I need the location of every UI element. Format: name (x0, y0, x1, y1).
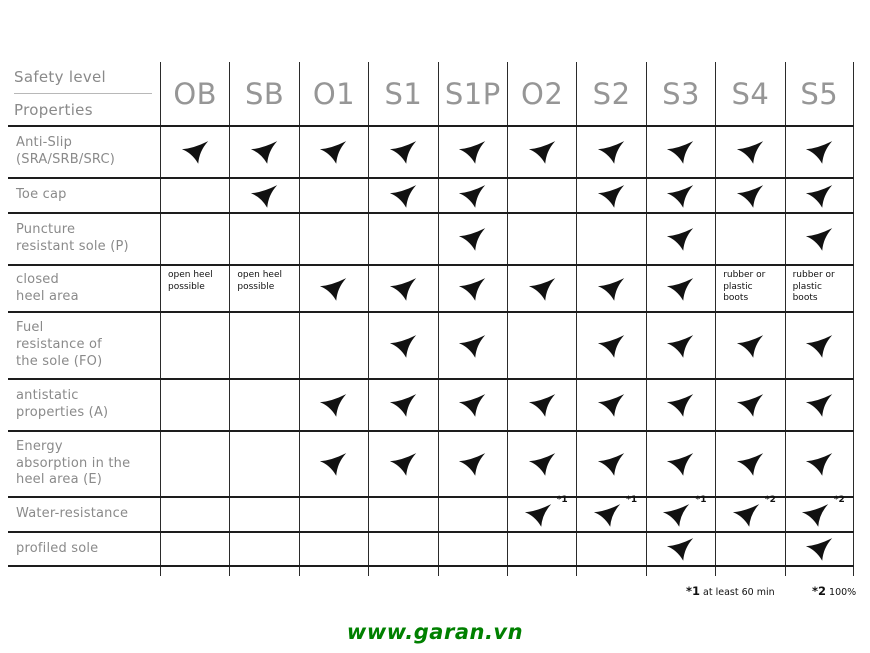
column-header-s2: S2 (576, 62, 645, 125)
cell-o2 (507, 214, 576, 264)
cell-sb (229, 313, 298, 378)
cell-s1p (438, 498, 507, 531)
cell-s4 (715, 214, 784, 264)
cell-o1 (299, 432, 368, 496)
check-icon (250, 183, 279, 209)
cell-o1 (299, 179, 368, 212)
check-icon (801, 494, 845, 528)
cell-sb (229, 498, 298, 531)
cell-s1p (438, 127, 507, 177)
cell-o1 (299, 313, 368, 378)
cell-s5 (785, 380, 854, 430)
table-body (8, 125, 854, 567)
check-icon (597, 139, 626, 165)
check-icon (805, 226, 834, 252)
cell-ob (160, 214, 229, 264)
footnote-2 (812, 584, 856, 598)
check-icon (319, 392, 348, 418)
column-header-sb: SB (229, 62, 298, 125)
cell-s4 (715, 313, 784, 378)
table-row (8, 430, 854, 496)
cell-s5 (785, 313, 854, 378)
row-label: Puncture resistant sole (P) (16, 222, 129, 254)
column-header-o1: O1 (299, 62, 368, 125)
check-icon (666, 451, 695, 477)
check-icon (528, 392, 557, 418)
cell-sb (229, 214, 298, 264)
check-icon (736, 392, 765, 418)
check-icon (662, 494, 707, 528)
check-note-marker: *1 (626, 494, 638, 505)
cell-s4 (715, 533, 784, 565)
cell-s3 (646, 380, 715, 430)
cell-s2 (576, 432, 645, 496)
table-row (8, 496, 854, 531)
check-icon (319, 276, 348, 302)
cell-ob (160, 266, 229, 311)
cell-o2 (507, 494, 576, 531)
cell-s1 (368, 266, 437, 311)
cell-s3 (646, 313, 715, 378)
cell-o2 (507, 179, 576, 212)
check-icon (524, 494, 568, 528)
check-icon (666, 139, 695, 165)
row-label: antistatic properties (A) (16, 388, 109, 420)
check-icon (736, 139, 765, 165)
cell-s1 (368, 380, 437, 430)
footnote-1-marker: *1 (686, 584, 701, 598)
cell-s1p (438, 380, 507, 430)
bottom-line-stubs (8, 567, 854, 576)
cell-o1 (299, 380, 368, 430)
column-header-ob: OB (160, 62, 229, 125)
cell-o1 (299, 498, 368, 531)
check-icon (805, 392, 834, 418)
corner-divider-line (14, 93, 152, 94)
cell-s3 (646, 266, 715, 311)
cell-s3 (646, 494, 715, 531)
cell-o2 (507, 266, 576, 311)
footnote-2-marker: *2 (812, 584, 827, 598)
cell-sb (229, 432, 298, 496)
check-icon (666, 392, 695, 418)
cell-ob (160, 432, 229, 496)
cell-s4 (715, 432, 784, 496)
cell-s1p (438, 266, 507, 311)
check-icon (528, 139, 557, 165)
cell-s3 (646, 127, 715, 177)
column-header-s1: S1 (368, 62, 437, 125)
cell-o2 (507, 380, 576, 430)
cell-s1 (368, 127, 437, 177)
cell-s1 (368, 214, 437, 264)
cell-s2 (576, 533, 645, 565)
cell-s5 (785, 179, 854, 212)
cell-s1 (368, 533, 437, 565)
check-icon (319, 139, 348, 165)
cell-text: open heel possible (237, 270, 282, 292)
cell-s1 (368, 432, 437, 496)
check-icon (389, 183, 418, 209)
cell-o2 (507, 533, 576, 565)
check-icon (597, 183, 626, 209)
column-header-s5: S5 (785, 62, 854, 125)
check-icon (597, 276, 626, 302)
cell-s1p (438, 313, 507, 378)
check-note-marker: *2 (764, 494, 776, 505)
cell-s2 (576, 214, 645, 264)
cell-s2 (576, 494, 645, 531)
site-logo: www.garan.vn (346, 620, 524, 644)
cell-text: open heel possible (168, 270, 213, 292)
check-icon (389, 333, 418, 359)
check-icon (593, 494, 638, 528)
cell-text: rubber or plastic boots (792, 270, 835, 304)
cell-s1p (438, 179, 507, 212)
cell-s1p (438, 432, 507, 496)
check-icon (805, 333, 834, 359)
check-icon (666, 536, 695, 562)
cell-s5 (785, 214, 854, 264)
table-row (8, 212, 854, 264)
row-label: Water-resistance (16, 506, 129, 522)
check-icon (528, 451, 557, 477)
cell-s5 (785, 127, 854, 177)
check-icon (528, 276, 557, 302)
cell-s3 (646, 214, 715, 264)
cell-s1 (368, 179, 437, 212)
table-row (8, 264, 854, 311)
check-icon (805, 183, 834, 209)
footnote-1-text: at least 60 min (703, 587, 775, 598)
cell-s2 (576, 179, 645, 212)
check-note-marker: *2 (833, 494, 845, 505)
check-note-marker: *1 (695, 494, 707, 505)
check-note-marker: *1 (556, 494, 568, 505)
check-icon (736, 183, 765, 209)
check-icon (319, 451, 348, 477)
cell-s2 (576, 313, 645, 378)
table-row (8, 177, 854, 212)
cell-sb (229, 127, 298, 177)
check-icon (597, 451, 626, 477)
cell-s4 (715, 127, 784, 177)
check-icon (666, 226, 695, 252)
cell-sb (229, 533, 298, 565)
cell-s2 (576, 380, 645, 430)
cell-o2 (507, 313, 576, 378)
footnote-1 (686, 584, 775, 598)
cell-s4 (715, 179, 784, 212)
check-icon (458, 276, 487, 302)
cell-s5 (785, 432, 854, 496)
cell-s3 (646, 533, 715, 565)
check-icon (736, 451, 765, 477)
cell-ob (160, 533, 229, 565)
check-icon (736, 333, 765, 359)
check-icon (458, 183, 487, 209)
cell-o1 (299, 127, 368, 177)
check-icon (666, 183, 695, 209)
safety-level-label: Safety level (14, 68, 107, 86)
check-icon (458, 226, 487, 252)
row-label: profiled sole (16, 540, 99, 556)
cell-o2 (507, 127, 576, 177)
cell-ob (160, 127, 229, 177)
row-label: Fuel resistance of the sole (FO) (16, 320, 103, 369)
check-icon (597, 392, 626, 418)
row-label: closed heel area (16, 271, 79, 304)
cell-s1 (368, 313, 437, 378)
cell-s5 (785, 533, 854, 565)
check-icon (458, 451, 487, 477)
cell-ob (160, 179, 229, 212)
column-header-s3: S3 (646, 62, 715, 125)
table-row (8, 531, 854, 567)
check-icon (805, 139, 834, 165)
cell-o2 (507, 432, 576, 496)
cell-s4 (715, 494, 784, 531)
cell-ob (160, 498, 229, 531)
check-icon (250, 139, 279, 165)
cell-ob (160, 380, 229, 430)
cell-s2 (576, 266, 645, 311)
table-row (8, 378, 854, 430)
table-row (8, 125, 854, 177)
cell-s4 (715, 380, 784, 430)
safety-classes-table (8, 62, 854, 576)
row-label: Toe cap (16, 187, 67, 203)
cell-s1p (438, 533, 507, 565)
cell-o1 (299, 214, 368, 264)
check-icon (597, 333, 626, 359)
cell-s5 (785, 266, 854, 311)
cell-sb (229, 179, 298, 212)
check-icon (389, 392, 418, 418)
table-header-row (8, 62, 854, 125)
cell-s3 (646, 179, 715, 212)
cell-s1p (438, 214, 507, 264)
check-icon (389, 451, 418, 477)
check-icon (458, 333, 487, 359)
check-icon (732, 494, 776, 528)
column-header-s4: S4 (715, 62, 784, 125)
cell-s3 (646, 432, 715, 496)
cell-s5 (785, 494, 854, 531)
cell-s2 (576, 127, 645, 177)
column-header-o2: O2 (507, 62, 576, 125)
properties-label: Properties (14, 101, 93, 119)
row-label: Anti-Slip (SRA/SRB/SRC) (16, 135, 116, 167)
cell-text: rubber or plastic boots (723, 270, 766, 304)
check-icon (666, 333, 695, 359)
row-label: Energy absorption in the heel area (E) (16, 438, 131, 488)
footnote-2-text: 100% (829, 587, 857, 598)
check-icon (181, 139, 210, 165)
column-header-s1p: S1P (438, 62, 507, 125)
cell-ob (160, 313, 229, 378)
check-icon (458, 139, 487, 165)
check-icon (458, 392, 487, 418)
check-icon (666, 276, 695, 302)
check-icon (805, 451, 834, 477)
check-icon (805, 536, 834, 562)
corner-cell (8, 62, 160, 125)
cell-o1 (299, 533, 368, 565)
check-icon (389, 139, 418, 165)
cell-s4 (715, 266, 784, 311)
cell-sb (229, 266, 298, 311)
table-row (8, 311, 854, 378)
cell-sb (229, 380, 298, 430)
cell-o1 (299, 266, 368, 311)
check-icon (389, 276, 418, 302)
cell-s1 (368, 498, 437, 531)
footnotes (0, 584, 862, 602)
